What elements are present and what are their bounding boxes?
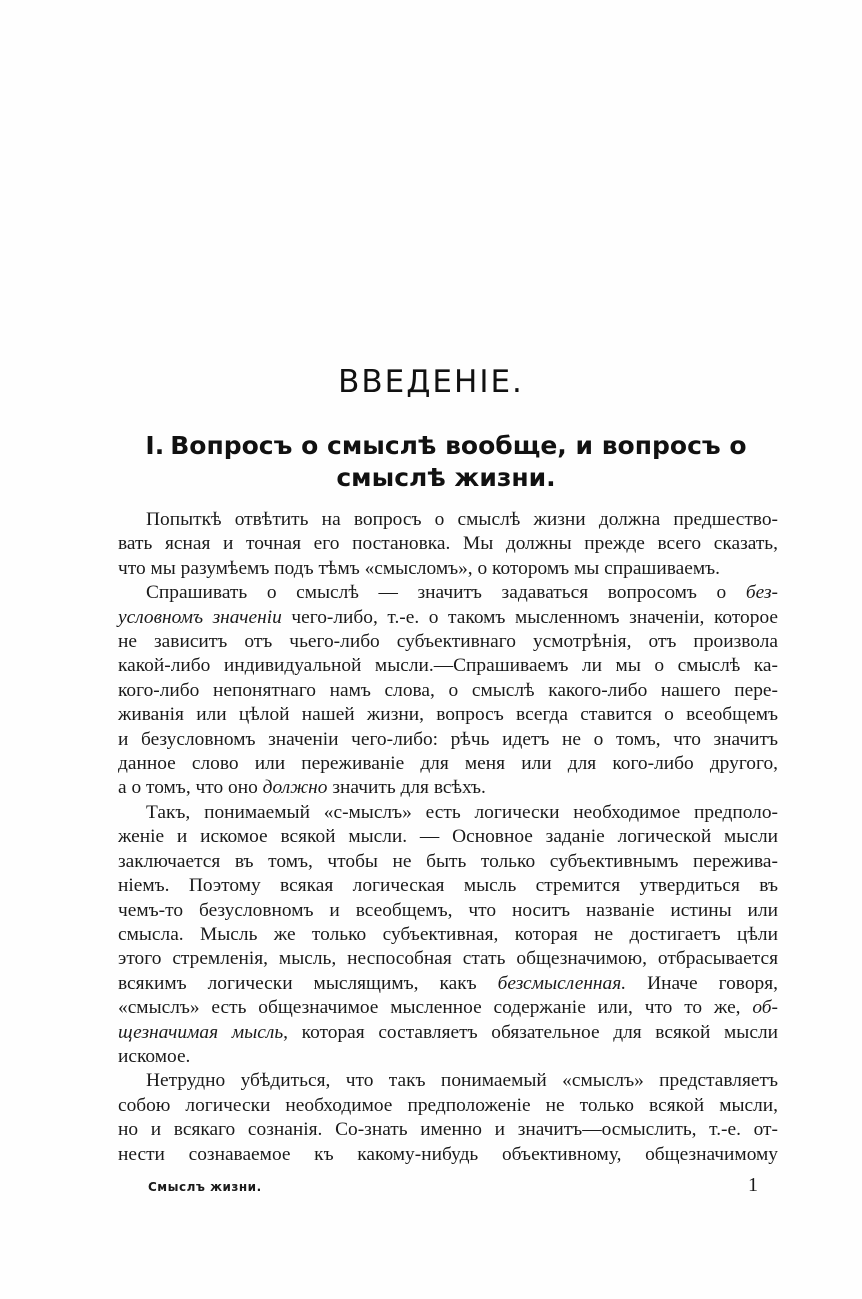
text-line: какой-либо индивидуальной мысли.—Спрашиваемъ ли мы о смыслѣ ка- bbox=[118, 655, 778, 677]
text-line: Попыткѣ отвѣтить на вопросъ о смыслѣ жизни должна предшество- bbox=[146, 509, 778, 530]
text-line: искомое. bbox=[118, 1045, 191, 1067]
text-line: вать ясная и точная его постановка. Мы должны прежде всего сказать, bbox=[118, 533, 778, 555]
text-line: заключается въ томъ, чтобы не быть только субъективнымъ пережива- bbox=[118, 850, 778, 872]
page-number: 1 bbox=[748, 1174, 758, 1196]
section-title bbox=[110, 430, 782, 494]
text-segment: «смыслъ» есть общезначимое мысленное содержаніе или, что то же, bbox=[118, 997, 753, 1019]
text-line: кого-либо непонятнаго намъ слова, о смыслѣ какого-либо нашего пере- bbox=[118, 679, 778, 701]
text-segment: , которая составляетъ обязательное для всякой мысли bbox=[283, 1021, 778, 1043]
running-title: Смыслъ жизни. bbox=[148, 1180, 262, 1194]
text-line: и безусловномъ значеніи чего-либо: рѣчь идетъ не о томъ, что значитъ bbox=[118, 728, 778, 750]
section-title-text: Вопросъ о смыслѣ вообще, и вопросъ о смыслѣ жизни. bbox=[170, 431, 747, 492]
text-line: данное слово или переживаніе для меня или для кого-либо другого, bbox=[118, 753, 778, 775]
emphasis: должно bbox=[262, 777, 328, 799]
text-line: живанія или цѣлой нашей жизни, вопросъ всегда ставится о всеобщемъ bbox=[118, 704, 778, 726]
text-line bbox=[118, 972, 778, 996]
emphasis: об- bbox=[752, 997, 778, 1019]
text-line: что мы разумѣемъ подъ тѣмъ «смысломъ», о которомъ мы спрашиваемъ. bbox=[118, 557, 720, 579]
text-line: чемъ-то безусловномъ и всеобщемъ, что носитъ названіе истины или bbox=[118, 899, 778, 921]
text-segment: Иначе говоря, bbox=[626, 972, 778, 994]
text-line: собою логически необходимое предположеніе не только всякой мысли, bbox=[118, 1094, 778, 1116]
text-line: но и всякаго сознанія. Со-знать именно и значитъ—осмыслить, т.-е. от- bbox=[118, 1119, 778, 1141]
text-segment: всякимъ логически мыслящимъ, какъ bbox=[118, 972, 498, 994]
emphasis: щезначимая мысль bbox=[118, 1021, 284, 1043]
text-line: смысла. Мысль же только субъективная, которая не достигаетъ цѣли bbox=[118, 923, 778, 945]
emphasis: без- bbox=[745, 582, 778, 604]
text-line bbox=[118, 776, 778, 800]
emphasis: условномъ значеніи bbox=[118, 606, 282, 628]
text-line: нести сознаваемое къ какому-нибудь объективному, общезначимому bbox=[118, 1143, 778, 1165]
text-line bbox=[118, 581, 778, 605]
text-line: этого стремленія, мысль, неспособная стать общезначимою, отбрасывается bbox=[118, 948, 778, 970]
text-line: Нетрудно убѣдиться, что такъ понимаемый «смыслъ» представляетъ bbox=[146, 1070, 778, 1092]
emphasis: безсмысленная. bbox=[497, 972, 627, 994]
text-line: не зависитъ отъ чьего-либо субъективнаго усмотрѣнія, отъ произвола bbox=[118, 631, 778, 653]
text-line bbox=[118, 606, 778, 630]
text-segment: Спрашивать о смыслѣ — значитъ задаваться вопросомъ о bbox=[146, 582, 746, 604]
body-text bbox=[118, 508, 778, 1167]
text-segment: чего-либо, т.-е. о такомъ мысленномъ значеніи, которое bbox=[281, 606, 778, 628]
text-line: ніемъ. Поэтому всякая логическая мысль стремится утвердиться въ bbox=[118, 875, 778, 897]
text-segment: значить для всѣхъ. bbox=[327, 777, 486, 799]
text-segment: а о томъ, что оно bbox=[118, 777, 263, 799]
text-line: женіе и искомое всякой мысли. — Основное заданіе логической мысли bbox=[118, 826, 778, 848]
text-line: Такъ, понимаемый «с-мыслъ» есть логически необходимое предполо- bbox=[146, 801, 778, 823]
text-line bbox=[118, 1021, 778, 1045]
section-number: I. bbox=[145, 431, 165, 460]
chapter-heading: ВВЕДЕНІЕ. bbox=[338, 364, 524, 400]
text-line bbox=[118, 996, 778, 1020]
